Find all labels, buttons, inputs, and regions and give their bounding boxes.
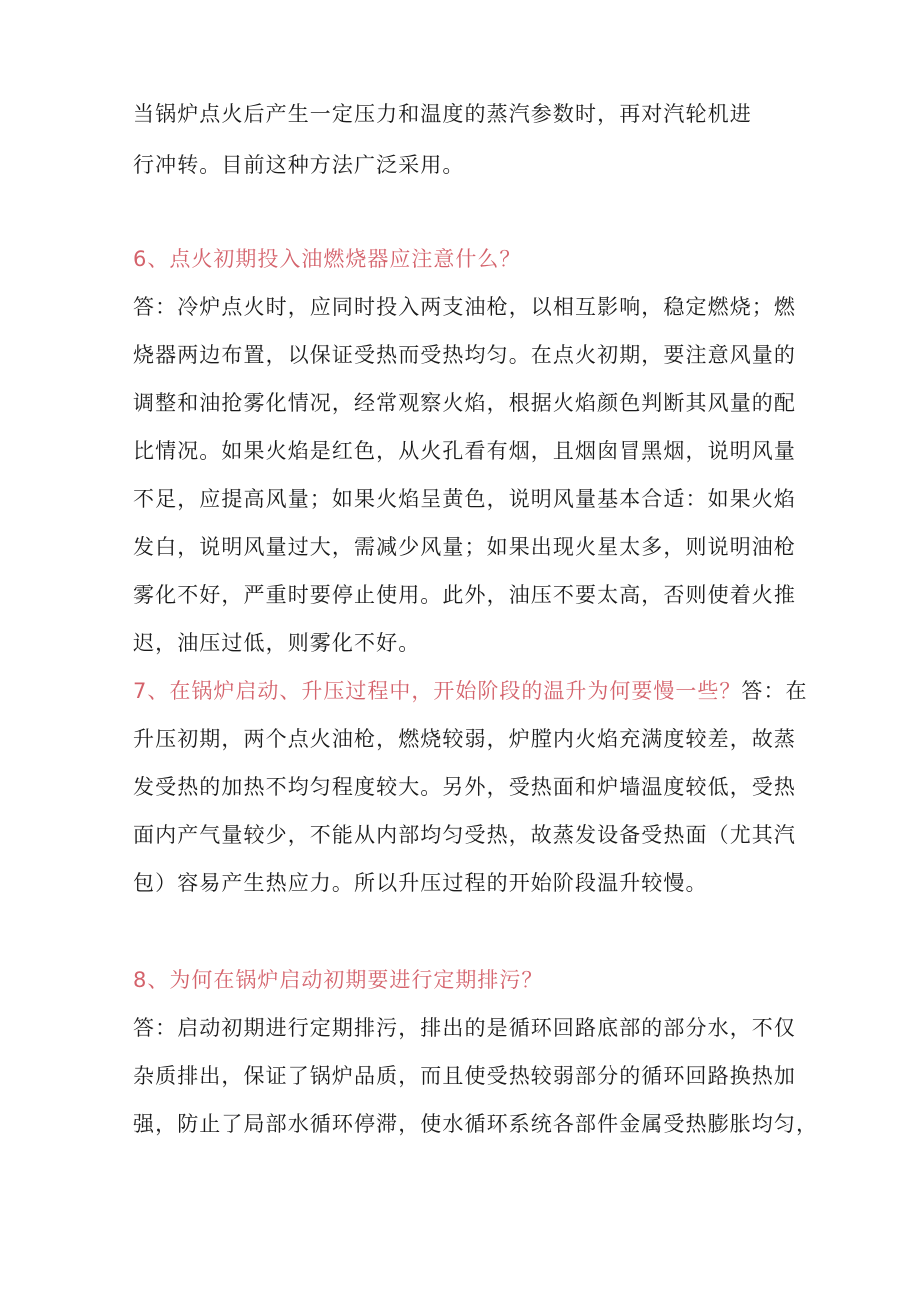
q6-answer-line-3: 调整和油抢雾化情况，经常观察火焰，根据火焰颜色判断其风量的配 [133, 391, 796, 415]
q6-answer-line-7: 雾化不好，严重时要停止使用。此外，油压不要太高，否则使着火推 [133, 583, 796, 607]
question-6-heading: 6、点火初期投入油燃烧器应注意什么？ [133, 247, 522, 271]
q8-answer-line-2: 杂质排出，保证了锅炉品质，而且使受热较弱部分的循环回路换热加 [133, 1064, 796, 1088]
q6-answer-line-1: 答：冷炉点火时，应同时投入两支油枪，以相互影响，稳定燃烧；燃 [133, 295, 796, 319]
intro-line-1: 当锅炉点火后产生一定压力和温度的蒸汽参数时，再对汽轮机进 [133, 102, 752, 126]
q7-answer-line-4: 包）容易产生热应力。所以升压过程的开始阶段温升较慢。 [133, 871, 708, 895]
q6-answer-line-5: 不足，应提高风量；如果火焰呈黄色，说明风量基本合适：如果火焰 [133, 487, 796, 511]
question-7-heading: 7、在锅炉启动、升压过程中，开始阶段的温升为何要慢一些？ [133, 679, 742, 703]
q7-answer-line-2: 发受热的加热不均匀程度较大。另外，受热面和炉墙温度较低，受热 [133, 775, 796, 799]
q7-answer-start: 答：在 [741, 679, 808, 703]
q6-answer-line-4: 比情况。如果火焰是红色，从火孔看有烟，且烟囱冒黑烟，说明风量 [133, 439, 796, 463]
q7-answer-line-1: 升压初期，两个点火油枪，燃烧较弱，炉膛内火焰充满度较差，故蒸 [133, 727, 796, 751]
q6-answer-line-8: 迟，油压过低，则雾化不好。 [133, 631, 421, 655]
q6-answer-line-2: 烧器两边布置，以保证受热而受热均匀。在点火初期，要注意风量的 [133, 343, 796, 367]
question-8-heading: 8、为何在锅炉启动初期要进行定期排污？ [133, 968, 544, 992]
q8-answer-line-1: 答：启动初期进行定期排污，排出的是循环回路底部的部分水，不仅 [133, 1016, 796, 1040]
q6-answer-line-6: 发白，说明风量过大，需减少风量；如果出现火星太多，则说明油枪 [133, 535, 796, 559]
q8-answer-line-3: 强，防止了局部水循环停滞，使水循环系统各部件金属受热膨胀均匀， [133, 1112, 819, 1136]
q7-answer-line-3: 面内产气量较少，不能从内部均匀受热，故蒸发设备受热面（尤其汽 [133, 823, 796, 847]
question-7-line [133, 676, 808, 706]
intro-line-2: 行冲转。目前这种方法广泛采用。 [133, 153, 465, 177]
